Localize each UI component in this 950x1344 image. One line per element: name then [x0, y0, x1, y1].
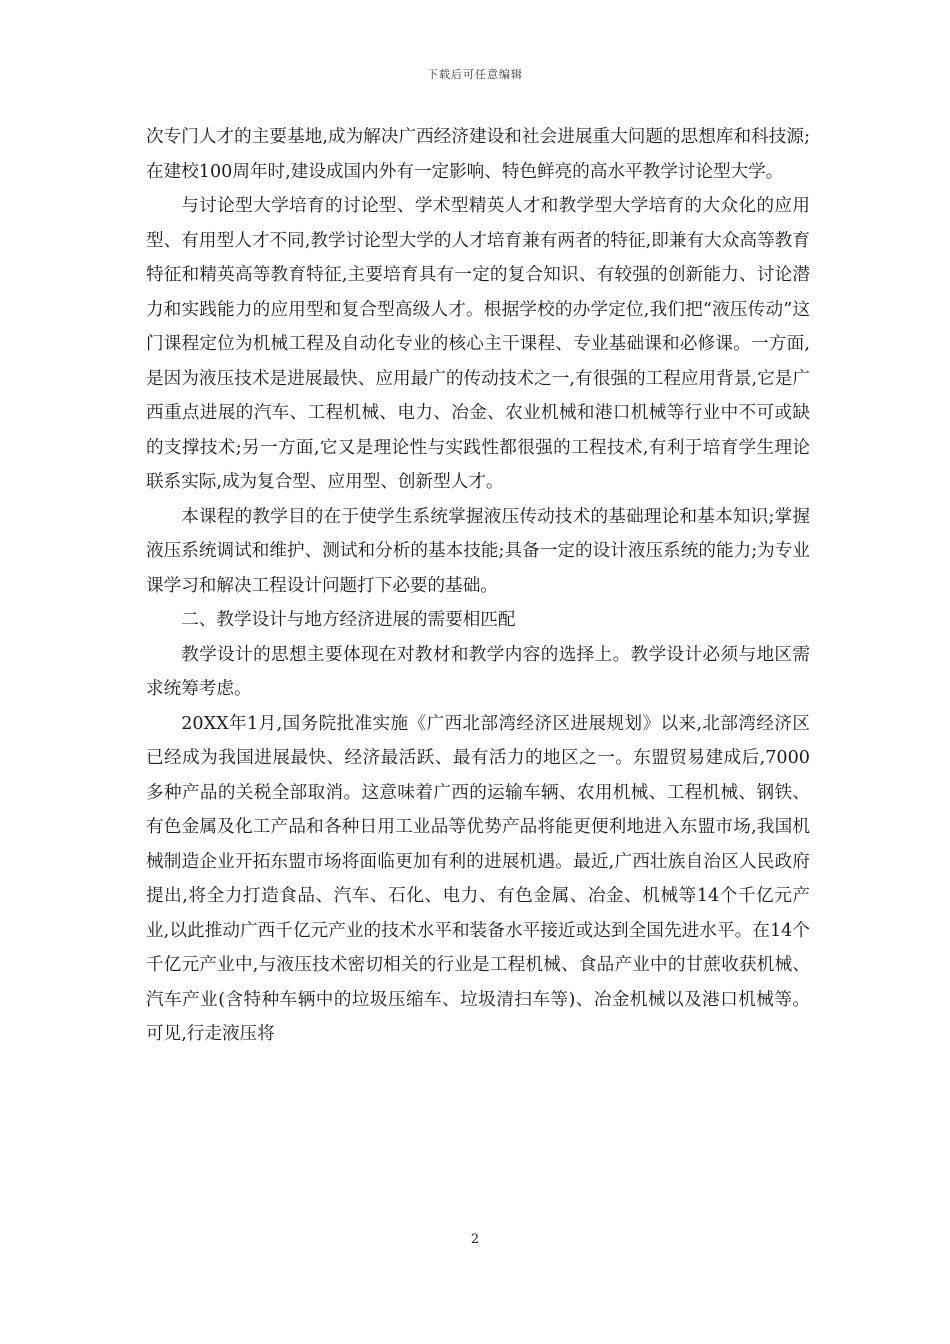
page-number: 2	[470, 1232, 480, 1247]
paragraph-regional-economy: 20XX年1月,国务院批准实施《广西北部湾经济区进展规划》以来,北部湾经济区已经成为我国进展最快、经济最活跃、最有活力的地区之一。东盟贸易建成后,7000多种产品的关税全部取消。这意味着广西的运输车辆、农用机械、工程机械、钢铁、有色金属及化工产品和各种日用工业品等优势产品将能更便利地进入东盟市场,我国机械制造企业开拓东盟市场将面临更加有利的进展机遇。最近,广西壮族自治区人民政府提出,将全力打造食品、汽车、石化、电力、有色金属、冶金、机械等14个千亿元产业,以此推动广西千亿元产业的技术水平和装备水平接近或达到全国先进水平。在14个千亿元产业中,与液压技术密切相关的行业是工程机械、食品产业中的甘蔗收获机械、汽车产业(含特种车辆中的垃圾压缩车、垃圾清扫车等)、冶金机械以及港口机械等。可见,行走液压将	[146, 713, 810, 1044]
page-header: 下载后可任意编辑	[427, 68, 523, 81]
paragraph-talent-training: 与讨论型大学培育的讨论型、学术型精英人才和教学型大学培育的大众化的应用型、有用型人才不同,教学讨论型大学的人才培育兼有两者的特征,即兼有大众高等教育特征和精英高等教育特征,主要培育具有一定的复合知识、有较强的创新能力、讨论潜力和实践能力的应用型和复合型高级人才。根据学校的办学定位,我们把“液压传动”这门课程定位为机械工程及自动化专业的核心主干课程、专业基础课和必修课。一方面,是因为液压技术是进展最快、应用最广的传动技术之一,有很强的工程应用背景,它是广西重点进展的汽车、工程机械、电力、冶金、农业机械和港口机械等行业中不可或缺的支撑技术;另一方面,它又是理论性与实践性都很强的工程技术,有利于培育学生理论联系实际,成为复合型、应用型、创新型人才。	[146, 196, 810, 492]
paragraph-teaching-design: 教学设计的思想主要体现在对教材和教学内容的选择上。教学设计必须与地区需求统筹考虑。	[146, 644, 810, 699]
section-heading: 二、教学设计与地方经济进展的需要相匹配	[181, 610, 516, 630]
paragraph-course-objective: 本课程的教学目的在于使学生系统掌握液压传动技术的基础理论和基本知识;掌握液压系统调试和维护、测试和分析的基本技能;具备一定的设计液压系统的能力;为专业课学习和解决工程设计问题打下必要的基础。	[146, 506, 810, 596]
document-body	[146, 120, 810, 1052]
paragraph-continuation: 次专门人才的主要基地,成为解决广西经济建设和社会进展重大问题的思想库和科技源;在建校100周年时,建设成国内外有一定影响、特色鲜亮的高水平教学讨论型大学。	[146, 127, 810, 182]
